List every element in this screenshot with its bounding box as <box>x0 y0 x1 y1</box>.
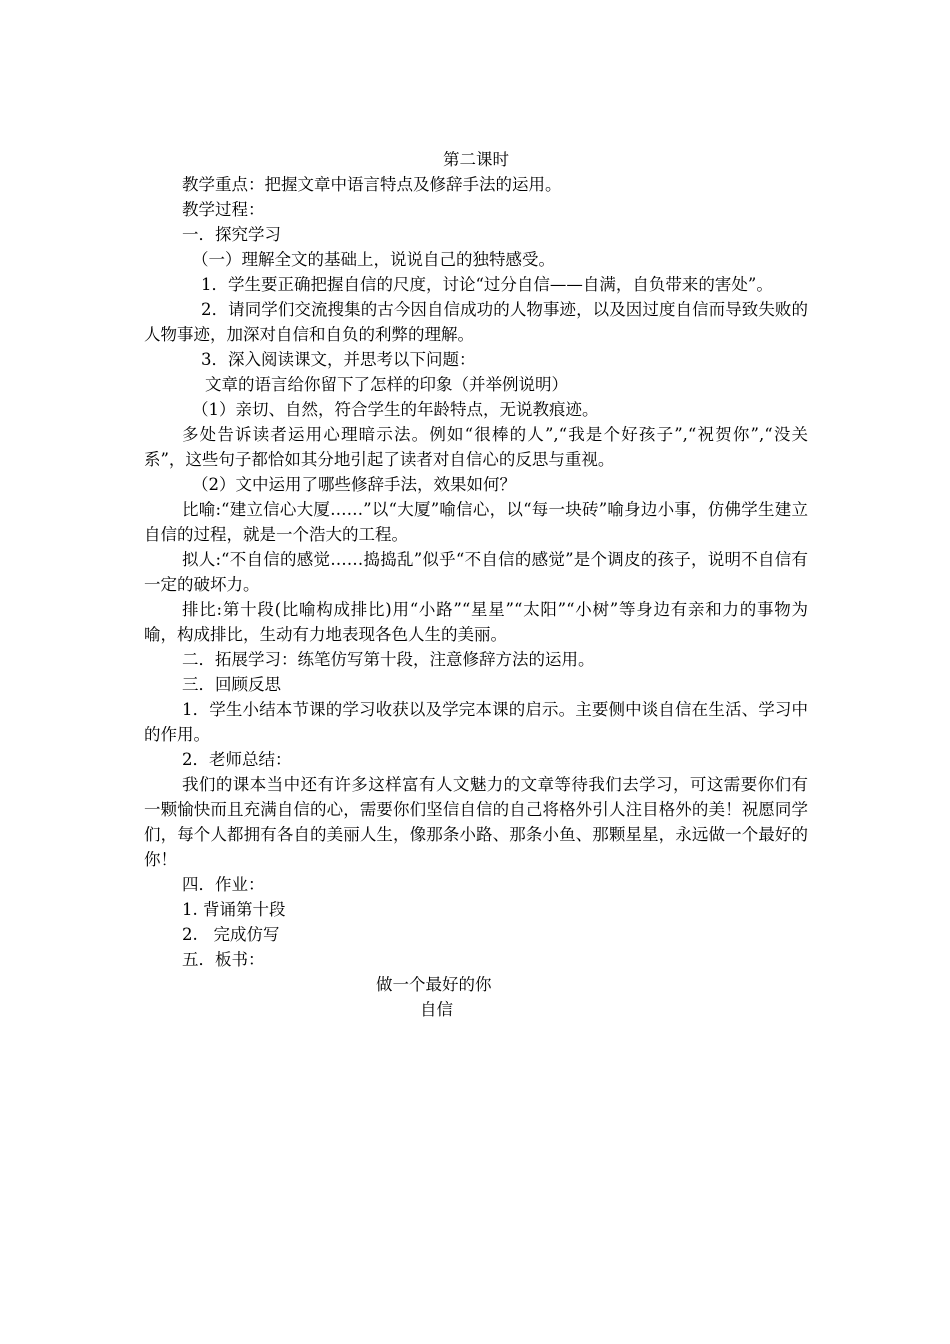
board-line-1: 做一个最好的你 <box>376 975 492 994</box>
section-5-heading: 五．板书： <box>182 950 265 969</box>
parallelism-paragraph: 排比:第十段(比喻构成排比)用“小路”“星星”“太阳”“小树”等身边有亲和力的事物为喻，构成排比，生动有力地表现各色人生的美丽。 <box>144 600 808 644</box>
section-1-heading: 一．探究学习 <box>182 225 281 244</box>
answer-1-detail: 多处告诉读者运用心理暗示法。例如“很棒的人”,“我是个好孩子”,“祝贺你”,“没关系”，这些句子都恰如其分地引起了读者对自信心的反思与重视。 <box>144 425 808 469</box>
answer-1-heading: （1）亲切、自然，符合学生的年龄特点，无说教痕迹。 <box>192 400 599 419</box>
subsection-1-heading: （一）理解全文的基础上，说说自己的独特感受。 <box>192 250 555 269</box>
review-item-2: 2．老师总结： <box>182 750 292 769</box>
section-2-heading: 二．拓展学习：练笔仿写第十段，注意修辞方法的运用。 <box>182 650 595 669</box>
metaphor-paragraph: 比喻:“建立信心大厦……”以“大厦”喻信心，以“每一块砖”喻身边小事，仿佛学生建立自信的过程，就是一个浩大的工程。 <box>144 500 808 544</box>
teaching-process-heading: 教学过程： <box>182 200 265 219</box>
question-text: 文章的语言给你留下了怎样的印象（并举例说明） <box>205 375 568 394</box>
homework-item-2: 2. 完成仿写 <box>182 925 280 944</box>
review-item-1: 1．学生小结本节课的学习收获以及学完本课的启示。主要侧中谈自信在生活、学习中的作用。 <box>144 700 808 744</box>
item-2: 2．请同学们交流搜集的古今因自信成功的人物事迹，以及因过度自信而导致失败的人物事迹，加深对自信和自负的利弊的理解。 <box>144 300 808 344</box>
lesson-title: 第二课时 <box>443 150 509 169</box>
answer-2-heading: （2）文中运用了哪些修辞手法，效果如何？ <box>192 475 516 494</box>
personification-paragraph: 拟人:“不自信的感觉……捣捣乱”似乎“不自信的感觉”是个调皮的孩子，说明不自信有一定的破坏力。 <box>144 550 808 594</box>
document-body <box>144 147 808 1022</box>
teaching-focus: 教学重点：把握文章中语言特点及修辞手法的运用。 <box>182 175 562 194</box>
teacher-summary: 我们的课本当中还有许多这样富有人文魅力的文章等待我们去学习，可这需要你们有一颗愉快而且充满自信的心，需要你们坚信自信的自己将格外引人注目格外的美！祝愿同学们，每个人都拥有各自的美丽人生，像那条小路、那条小鱼、那颗星星，永远做一个最好的你！ <box>144 775 808 869</box>
item-1: 1．学生要正确把握自信的尺度，讨论“过分自信——自满，自负带来的害处”。 <box>201 275 773 294</box>
section-3-heading: 三．回顾反思 <box>182 675 281 694</box>
board-line-2: 自信 <box>420 1000 453 1019</box>
homework-item-1: 1. 背诵第十段 <box>182 900 286 919</box>
section-4-heading: 四．作业： <box>182 875 265 894</box>
item-3: 3．深入阅读课文，并思考以下问题： <box>201 350 476 369</box>
